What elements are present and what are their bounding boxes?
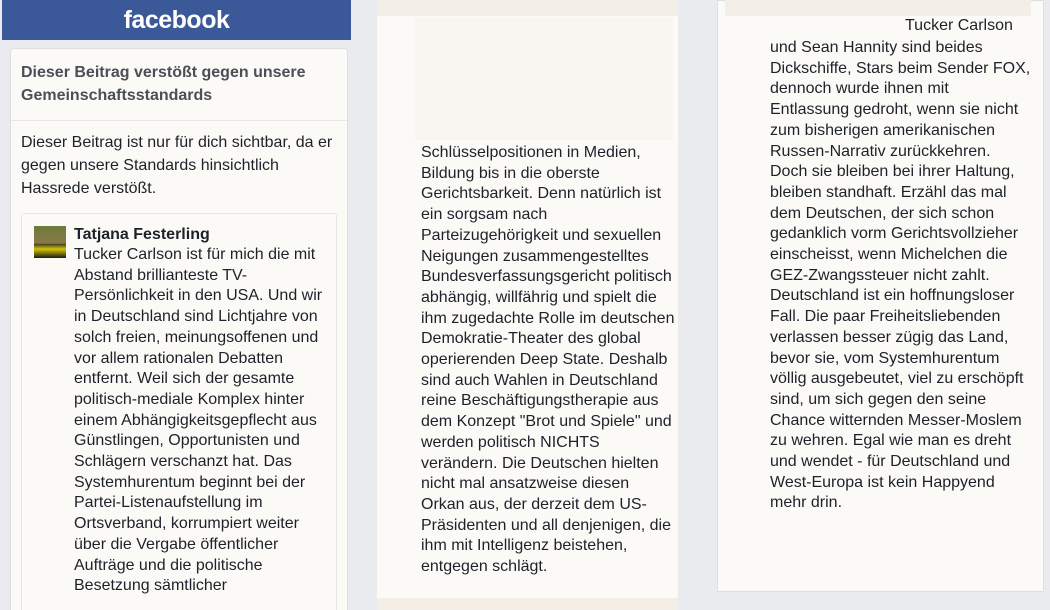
post-author[interactable]: Tatjana Festerling <box>74 226 210 243</box>
top-strip <box>377 0 678 16</box>
screenshot-column-3 <box>707 0 1050 610</box>
post-text-part-3: und Sean Hannity sind beides Dickschiffe, Stars beim Sender FOX, dennoch wurde ihnen mit Entlassung gedroht, wenn sie nicht zum bisherigen amerikanischen Russen-Narrativ zurückkehren. Doch sie bleiben bei ihrer Haltung, bleiben standhaft. Erzähl das mal dem Deutschen, der sich schon gedanklich vorm Gerichtsvollzieher einscheisst, wenn Michelchen die GEZ-Zwangssteuer nicht zahlt. Deutschland ist ein hoffnungsloser Fall. Die paar Freiheitsliebenden verlassen besser zügig das Land, bevor sie, vom Systemhurentum völlig ausgebeutet, viel zu erschöpft sind, um sich gegen den seine Chance witternden Messer-Moslem zu wehren. Egal wie man es dreht und wendet - für Deutschland und West-Europa ist kein Happyend mehr drin. <box>770 39 1031 512</box>
bottom-strip <box>377 598 678 610</box>
screenshot-column-2 <box>369 0 687 610</box>
post-text-part-2: Schlüsselpositionen in Medien, Bildung bis in die oberste Gerichtsbarkeit. Denn natürlich ist ein sorgsam nach Parteizugehörigkeit und sexuellen Neigungen zusammengestelltes Bundesverfassungsgericht politisch abhängig, willfährig und spielt die ihm zugedachte Rolle im deutschen Demokratie-Theater des global operierenden Deep State. Deshalb sind auch Wahlen in Deutschland reine Beschäftigungstherapie aus dem Konzept "Brot und Spiele" und werden politisch NICHTS verändern. Die Deutschen hielten nicht mal ansatzweise diesen Orkan aus, der derzeit dem US-Präsidenten und all denjenigen, die ihm mit Intelligenz beistehen, entgegen schlägt. <box>421 144 675 576</box>
facebook-logo[interactable]: facebook <box>123 5 230 34</box>
policy-notice-card <box>10 48 348 610</box>
blank-area <box>415 18 673 140</box>
avatar[interactable] <box>34 226 66 258</box>
notice-title: Dieser Beitrag verstößt gegen unsere Gemeinschaftsstandards <box>11 49 347 121</box>
top-strip <box>725 0 1031 16</box>
quoted-post <box>21 213 337 610</box>
screenshot-column-1 <box>0 0 352 610</box>
post-text-part-1: Tucker Carlson ist für mich die mit Abstand brillianteste TV-Persönlichkeit in den USA. Und wir in Deutschland sind Lichtjahre von solch freien, meinungsoffenen und vor allem rationalen Debatten entfernt. Weil sich der gesamte politisch-mediale Komplex hinter einem Abhängigkeitsgepflecht aus Günstlingen, Opportunisten und Schlägern verschanzt hat. Das Systemhurentum beginnt bei der Partei-Listenaufstellung im Ortsverband, korrumpiert weiter über die Vergabe öffentlicher Aufträge und die politische Besetzung sämtlicher <box>74 246 323 595</box>
notice-body: Dieser Beitrag ist nur für dich sichtbar, da er gegen unsere Standards hinsichtlich Hassrede verstößt. <box>21 134 333 197</box>
post-text-part-3-start: Tucker Carlson <box>905 17 1013 34</box>
facebook-header <box>2 0 351 40</box>
